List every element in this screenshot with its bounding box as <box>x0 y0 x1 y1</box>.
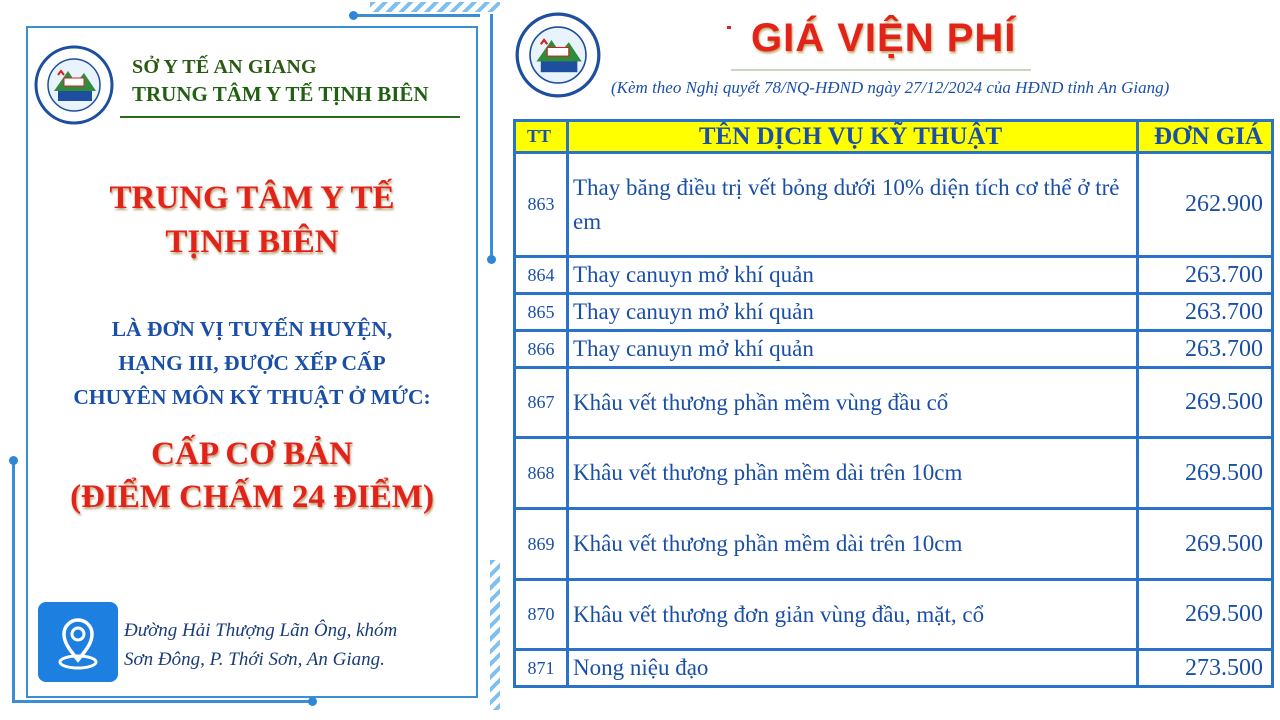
row-number: 871 <box>515 650 568 687</box>
tier-line-1: LÀ ĐƠN VỊ TUYẾN HUYỆN, <box>111 317 393 341</box>
service-name: Thay canuyn mở khí quản <box>568 257 1138 294</box>
table-row <box>515 580 1273 650</box>
row-number: 867 <box>515 368 568 438</box>
table-row <box>515 153 1273 257</box>
price-table <box>513 119 1274 688</box>
org-header-divider <box>120 116 460 118</box>
center-title-line1: TRUNG TÂM Y TẾ <box>109 180 395 216</box>
service-name: Thay canuyn mở khí quản <box>568 294 1138 331</box>
title-marker <box>727 26 731 29</box>
legal-basis-note: (Kèm theo Nghị quyết 78/NQ-HĐND ngày 27/12/2024 của HĐND tỉnh An Giang) <box>611 78 1170 97</box>
row-number: 870 <box>515 580 568 650</box>
frame-stripes-lower <box>490 560 500 710</box>
service-name: Nong niệu đạo <box>568 650 1138 687</box>
table-row <box>515 257 1273 294</box>
org-center-name: TRUNG TÂM Y TẾ TỊNH BIÊN <box>132 82 429 106</box>
row-number: 866 <box>515 331 568 368</box>
row-number: 869 <box>515 509 568 580</box>
frame-dot-right <box>487 255 496 264</box>
service-price: 269.500 <box>1138 580 1273 650</box>
frame-line-top <box>352 14 480 17</box>
address-block <box>38 602 468 684</box>
table-row <box>515 331 1273 368</box>
frame-line-left-vertical <box>12 460 15 700</box>
title-underline <box>731 69 1031 71</box>
service-price: 263.700 <box>1138 257 1273 294</box>
service-price: 269.500 <box>1138 438 1273 509</box>
left-info-panel <box>26 26 478 698</box>
hospital-logo-icon <box>34 45 114 125</box>
table-row <box>515 509 1273 580</box>
address-line-2: Sơn Đông, P. Thới Sơn, An Giang. <box>124 649 385 670</box>
org-department-name: SỞ Y TẾ AN GIANG <box>132 56 317 78</box>
address-text <box>124 616 464 674</box>
service-price: 263.700 <box>1138 331 1273 368</box>
frame-dot-left <box>9 456 18 465</box>
location-pin-icon <box>38 602 118 682</box>
frame-line-right-vertical <box>490 14 493 260</box>
level-line-2: (ĐIỂM CHẤM 24 ĐIỂM) <box>70 479 434 515</box>
technical-level <box>28 433 476 519</box>
row-number: 865 <box>515 294 568 331</box>
service-name: Thay băng điều trị vết bỏng dưới 10% diện tích cơ thể ở trẻ em <box>568 153 1138 257</box>
tier-line-3: CHUYÊN MÔN KỸ THUẬT Ở MỨC: <box>73 385 431 409</box>
frame-stripes <box>370 2 500 12</box>
service-name: Thay canuyn mở khí quản <box>568 331 1138 368</box>
table-row <box>515 294 1273 331</box>
frame-line-bottom <box>12 700 312 703</box>
tier-description <box>28 312 476 414</box>
row-number: 864 <box>515 257 568 294</box>
column-header-price: ĐƠN GIÁ <box>1138 121 1273 153</box>
service-price: 269.500 <box>1138 368 1273 438</box>
price-list-panel <box>511 6 1280 714</box>
service-price: 262.900 <box>1138 153 1273 257</box>
service-name: Khâu vết thương phần mềm vùng đầu cổ <box>568 368 1138 438</box>
address-line-1: Đường Hải Thượng Lãn Ông, khóm <box>124 620 398 641</box>
column-header-tt: TT <box>515 121 568 153</box>
row-number: 868 <box>515 438 568 509</box>
row-number: 863 <box>515 153 568 257</box>
center-title <box>28 176 476 264</box>
table-row <box>515 438 1273 509</box>
tier-line-2: HẠNG III, ĐƯỢC XẾP CẤP <box>118 351 386 375</box>
table-row <box>515 650 1273 687</box>
hospital-logo-icon <box>515 12 601 98</box>
level-line-1: CẤP CƠ BẢN <box>151 436 353 472</box>
service-price: 273.500 <box>1138 650 1273 687</box>
column-header-service: TÊN DỊCH VỤ KỸ THUẬT <box>568 121 1138 153</box>
frame-dot-bottom <box>308 697 317 706</box>
service-price: 263.700 <box>1138 294 1273 331</box>
center-title-line2: TỊNH BIÊN <box>165 224 339 260</box>
org-header <box>132 54 472 108</box>
service-name: Khâu vết thương phần mềm dài trên 10cm <box>568 438 1138 509</box>
price-list-title: GIÁ VIỆN PHÍ <box>751 16 1017 60</box>
service-price: 269.500 <box>1138 509 1273 580</box>
service-name: Khâu vết thương đơn giản vùng đầu, mặt, cổ <box>568 580 1138 650</box>
frame-dot-top <box>349 11 358 20</box>
service-name: Khâu vết thương phần mềm dài trên 10cm <box>568 509 1138 580</box>
table-row <box>515 368 1273 438</box>
table-header-row <box>515 121 1273 153</box>
